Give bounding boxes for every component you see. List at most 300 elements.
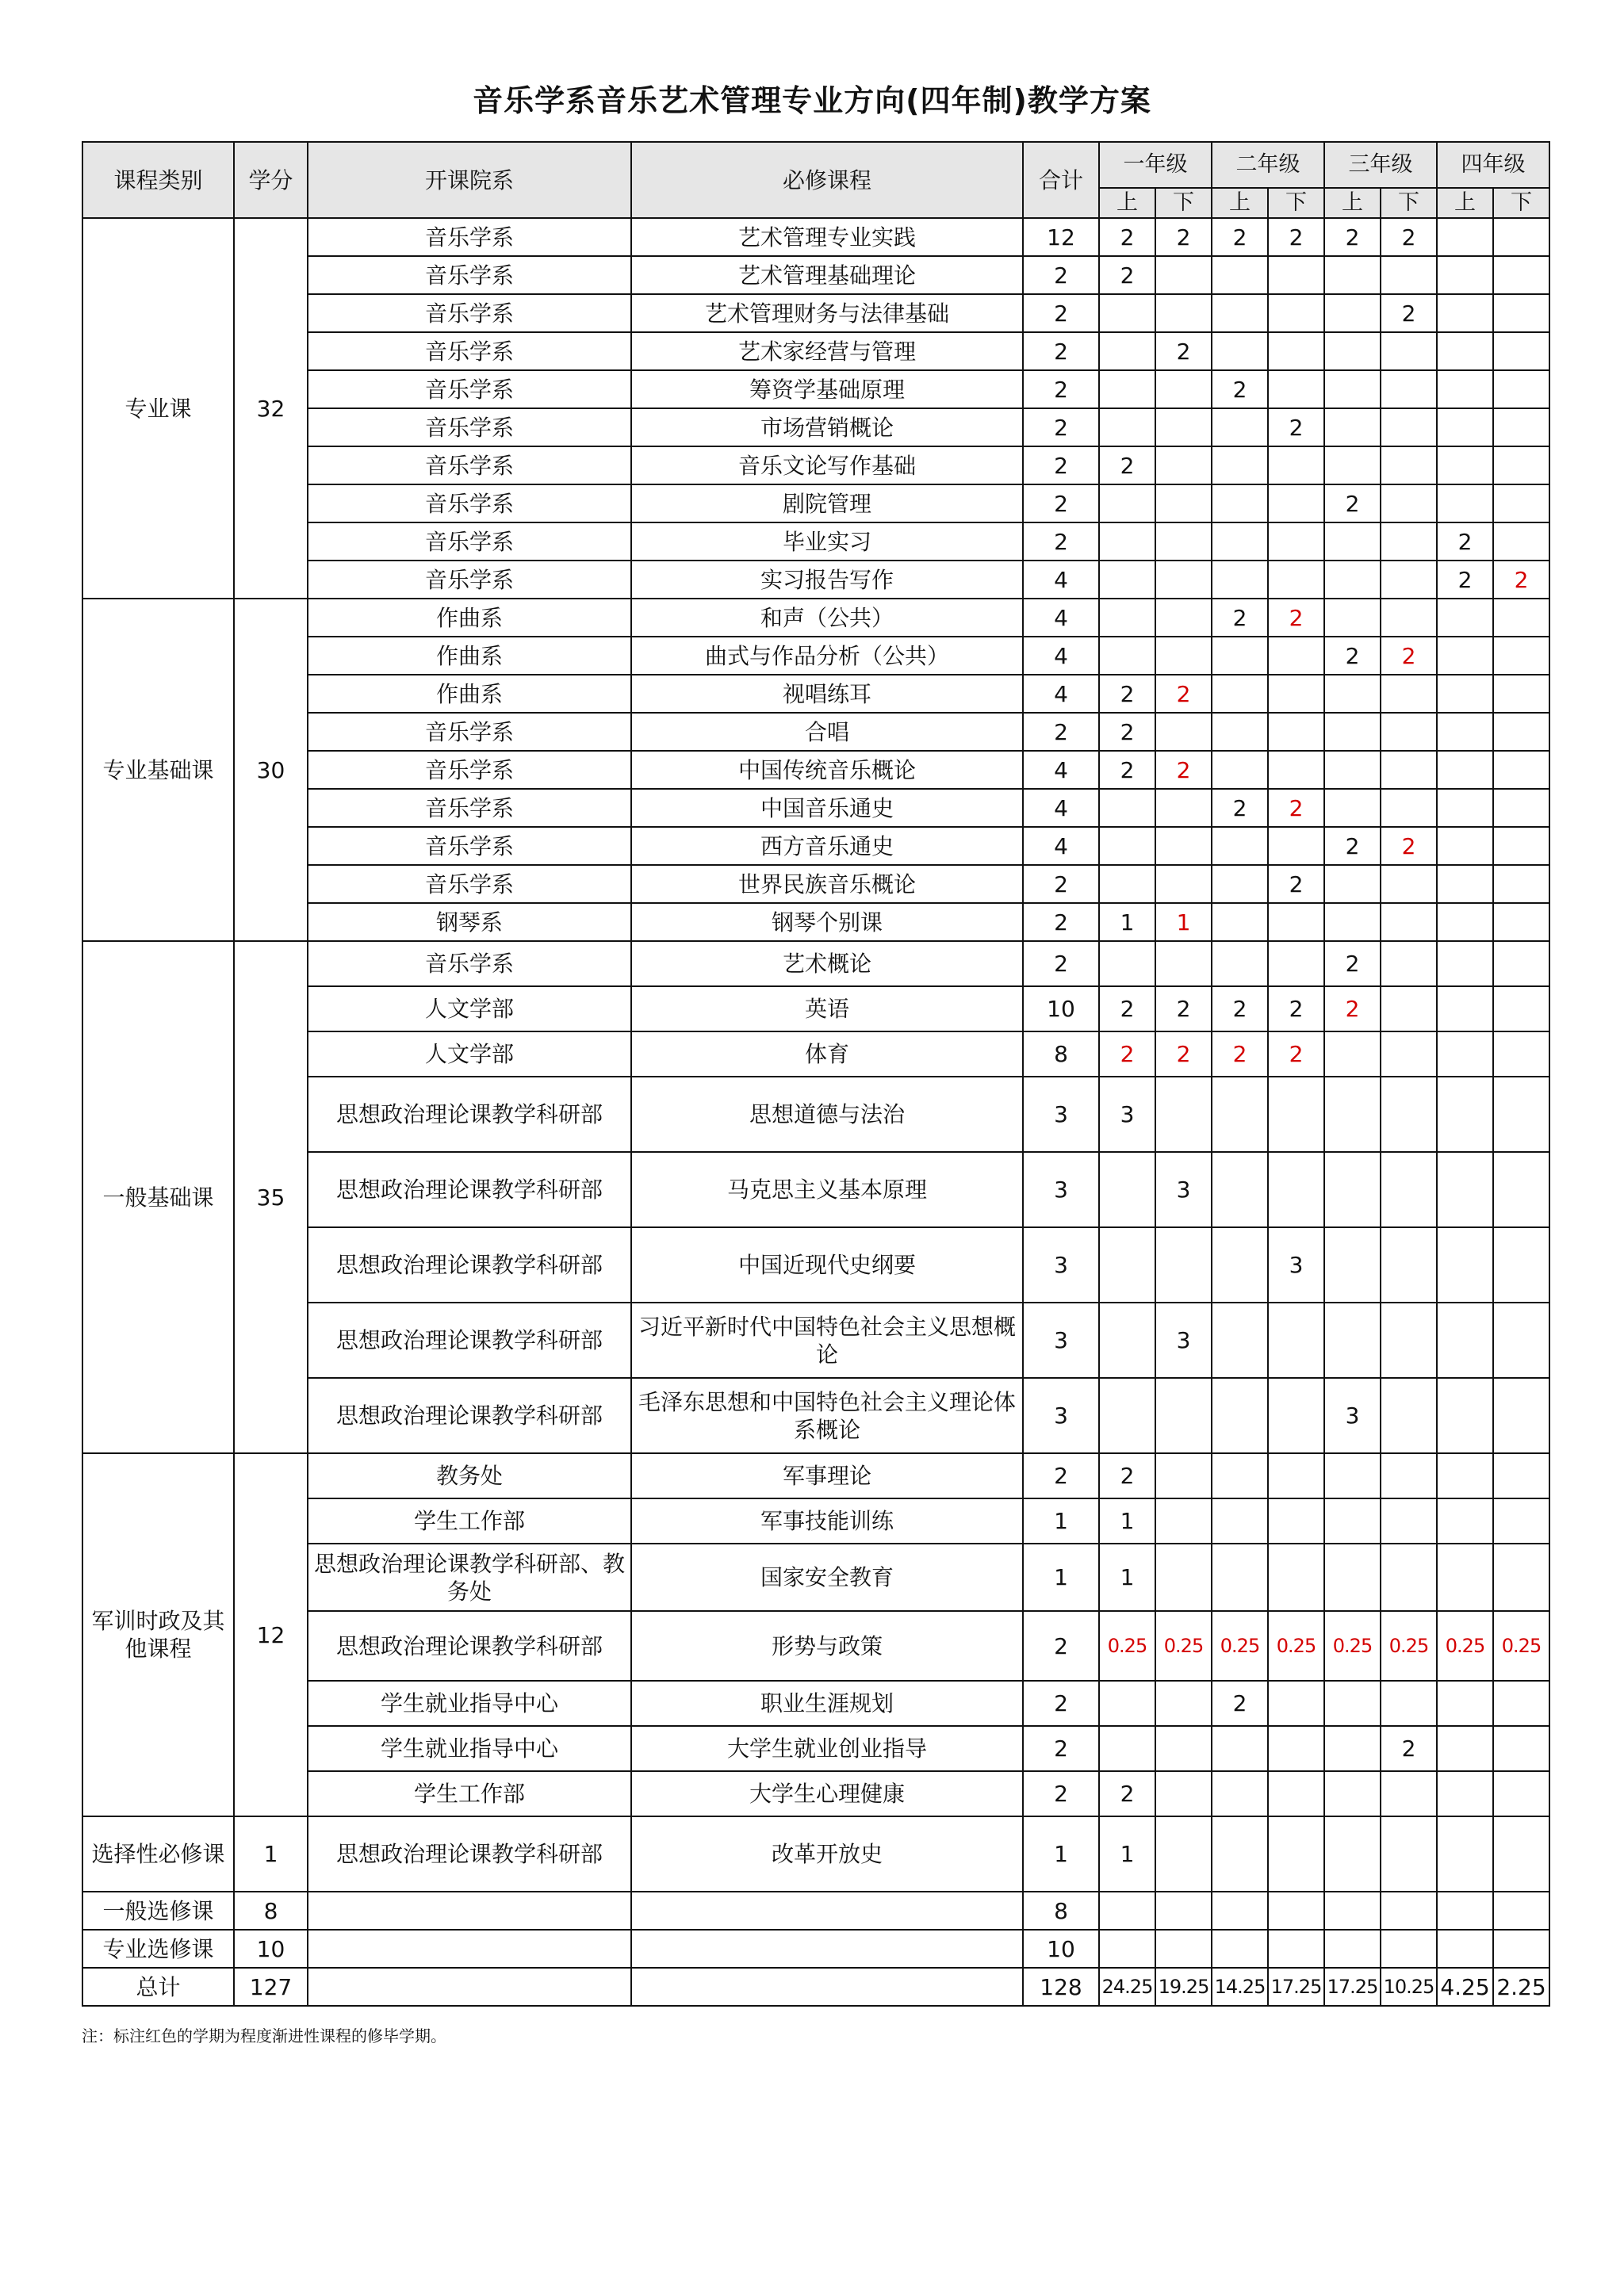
department-cell: 思想政治理论课教学科研部 [308,1611,631,1681]
term-cell [1099,332,1155,370]
term-cell: 0.25 [1493,1611,1549,1681]
course-cell: 合唱 [631,713,1023,751]
term-cell [1493,446,1549,484]
term-cell [1493,294,1549,332]
term-cell [1155,446,1212,484]
course-cell: 毛泽东思想和中国特色社会主义理论体系概论 [631,1378,1023,1453]
term-cell [1324,1031,1381,1077]
term-cell [1381,408,1437,446]
term-cell [1099,1930,1155,1968]
term-cell [1212,408,1268,446]
term-cell [1212,827,1268,865]
term-cell: 2 [1099,218,1155,256]
course-cell: 军事技能训练 [631,1498,1023,1544]
term-cell [1381,1498,1437,1544]
term-cell [1268,903,1324,941]
department-cell: 音乐学系 [308,294,631,332]
term-cell: 2 [1212,370,1268,408]
course-cell: 艺术概论 [631,941,1023,986]
term-cell [1437,1544,1493,1611]
term-cell [1437,218,1493,256]
term-cell: 2 [1268,986,1324,1031]
term-cell [1155,294,1212,332]
term-cell [1155,713,1212,751]
term-cell [1099,827,1155,865]
term-cell: 2 [1099,1031,1155,1077]
term-cell [1212,1771,1268,1816]
term-cell [1155,1498,1212,1544]
term-cell [1437,1378,1493,1453]
term-cell [1437,446,1493,484]
term-cell [1324,1453,1381,1498]
term-cell: 3 [1324,1378,1381,1453]
total-cell: 2 [1023,408,1099,446]
term-cell: 2 [1268,865,1324,903]
term-cell [1324,1726,1381,1771]
term-cell [1268,1544,1324,1611]
term-cell [1268,370,1324,408]
course-cell: 西方音乐通史 [631,827,1023,865]
course-cell: 钢琴个别课 [631,903,1023,941]
course-cell: 改革开放史 [631,1816,1023,1892]
term-cell [1493,1681,1549,1726]
department-cell: 学生工作部 [308,1771,631,1816]
term-cell [1324,446,1381,484]
term-cell [1437,713,1493,751]
total-cell: 1 [1023,1816,1099,1892]
course-cell: 毕业实习 [631,522,1023,561]
totals-term: 4.25 [1437,1968,1493,2006]
term-cell: 2 [1155,332,1212,370]
term-cell [1437,986,1493,1031]
term-cell [1437,1816,1493,1892]
term-cell: 0.25 [1437,1611,1493,1681]
term-cell [1268,1378,1324,1453]
term-cell [1437,1453,1493,1498]
term-cell [1493,370,1549,408]
term-cell [1381,522,1437,561]
term-cell: 2 [1212,1681,1268,1726]
totals-row [82,1968,1549,2006]
course-cell: 曲式与作品分析（公共） [631,637,1023,675]
term-cell [1268,294,1324,332]
term-cell [1493,789,1549,827]
term-cell [1493,1816,1549,1892]
term-cell [1268,1771,1324,1816]
term-cell [1437,1227,1493,1303]
course-cell: 实习报告写作 [631,561,1023,599]
term-cell [1099,941,1155,986]
term-cell [1437,256,1493,294]
term-cell [1268,827,1324,865]
term-cell [1324,751,1381,789]
term-cell: 1 [1155,903,1212,941]
term-cell: 3 [1268,1227,1324,1303]
term-cell: 1 [1099,1816,1155,1892]
term-cell [1381,1453,1437,1498]
category-cell: 专业基础课 [82,599,234,941]
course-row [82,599,1549,637]
total-cell: 2 [1023,294,1099,332]
total-cell: 2 [1023,941,1099,986]
term-cell [1381,1892,1437,1930]
term-cell [1381,332,1437,370]
term-cell [1324,370,1381,408]
department-cell: 音乐学系 [308,941,631,986]
term-cell [1381,903,1437,941]
term-cell [1324,1498,1381,1544]
term-cell: 2 [1155,1031,1212,1077]
term-cell: 2 [1212,599,1268,637]
term-cell [1212,941,1268,986]
term-cell: 2 [1155,751,1212,789]
term-cell [1381,1681,1437,1726]
term-cell [1268,1681,1324,1726]
term-cell [1268,1498,1324,1544]
term-cell [1437,941,1493,986]
term-cell [1437,1930,1493,1968]
header-term: 下 [1155,188,1212,218]
term-cell [1493,1077,1549,1152]
term-cell [1437,675,1493,713]
term-cell [1155,561,1212,599]
department-cell: 音乐学系 [308,751,631,789]
term-cell [1099,865,1155,903]
curriculum-body [82,218,1549,1968]
term-cell: 2 [1099,675,1155,713]
term-cell [1212,522,1268,561]
term-cell: 2 [1268,599,1324,637]
total-cell: 2 [1023,1611,1099,1681]
term-cell: 2 [1437,561,1493,599]
term-cell [1381,1544,1437,1611]
term-cell [1212,561,1268,599]
term-cell [1493,827,1549,865]
course-cell: 马克思主义基本原理 [631,1152,1023,1227]
term-cell: 2 [1268,789,1324,827]
term-cell [1155,941,1212,986]
term-cell [1155,1453,1212,1498]
term-cell [1155,1930,1212,1968]
term-cell [1324,789,1381,827]
category-cell: 军训时政及其他课程 [82,1453,234,1816]
footnote: 注：标注红色的学期为程度渐进性课程的修毕学期。 [82,2026,446,2045]
department-cell: 作曲系 [308,599,631,637]
course-cell: 筹资学基础原理 [631,370,1023,408]
term-cell [1155,1681,1212,1726]
term-cell [1212,637,1268,675]
term-cell [1324,332,1381,370]
term-cell [1268,256,1324,294]
term-cell [1212,1378,1268,1453]
term-cell [1493,1498,1549,1544]
department-cell: 音乐学系 [308,865,631,903]
term-cell [1381,865,1437,903]
total-cell: 10 [1023,986,1099,1031]
total-cell: 3 [1023,1227,1099,1303]
term-cell [1437,1892,1493,1930]
term-cell [1437,1031,1493,1077]
department-cell: 音乐学系 [308,408,631,446]
course-cell: 音乐文论写作基础 [631,446,1023,484]
term-cell: 0.25 [1155,1611,1212,1681]
course-cell: 大学生心理健康 [631,1771,1023,1816]
term-cell: 2 [1493,561,1549,599]
term-cell [1212,1726,1268,1771]
total-cell: 4 [1023,751,1099,789]
term-cell: 2 [1212,1031,1268,1077]
term-cell: 0.25 [1212,1611,1268,1681]
term-cell [1437,1771,1493,1816]
term-cell: 2 [1268,408,1324,446]
term-cell [1324,1077,1381,1152]
term-cell [1212,1544,1268,1611]
credits-cell: 8 [234,1892,308,1930]
total-cell: 4 [1023,599,1099,637]
term-cell: 0.25 [1268,1611,1324,1681]
total-cell: 4 [1023,561,1099,599]
credits-cell: 32 [234,218,308,599]
term-cell [1268,1892,1324,1930]
term-cell: 2 [1437,522,1493,561]
term-cell [1155,599,1212,637]
term-cell [1212,675,1268,713]
total-cell: 1 [1023,1498,1099,1544]
term-cell [1437,1726,1493,1771]
course-cell: 中国音乐通史 [631,789,1023,827]
term-cell [1324,561,1381,599]
term-cell [1155,256,1212,294]
term-cell [1381,599,1437,637]
term-cell: 2 [1324,637,1381,675]
course-cell: 艺术管理财务与法律基础 [631,294,1023,332]
total-cell: 8 [1023,1031,1099,1077]
header-year-4: 四年级 [1437,142,1549,188]
department-cell: 音乐学系 [308,789,631,827]
term-cell: 2 [1155,218,1212,256]
term-cell [1437,1681,1493,1726]
category-cell: 专业选修课 [82,1930,234,1968]
term-cell [1155,789,1212,827]
totals-term: 17.25 [1268,1968,1324,2006]
term-cell [1212,446,1268,484]
term-cell [1212,1077,1268,1152]
term-cell [1212,332,1268,370]
term-cell [1324,1816,1381,1892]
term-cell [1099,1227,1155,1303]
totals-total: 128 [1023,1968,1099,2006]
curriculum-table [82,141,1550,2007]
term-cell [1437,1498,1493,1544]
term-cell [1437,332,1493,370]
term-cell [1212,751,1268,789]
department-cell: 音乐学系 [308,370,631,408]
term-cell [1437,408,1493,446]
term-cell [1324,294,1381,332]
term-cell [1493,865,1549,903]
term-cell: 2 [1268,218,1324,256]
total-cell: 12 [1023,218,1099,256]
term-cell: 2 [1268,1031,1324,1077]
course-cell: 中国近现代史纲要 [631,1227,1023,1303]
total-cell: 2 [1023,1771,1099,1816]
term-cell [1324,1544,1381,1611]
term-cell [1381,1930,1437,1968]
term-cell [1493,599,1549,637]
department-cell: 思想政治理论课教学科研部 [308,1077,631,1152]
term-cell [1268,941,1324,986]
term-cell [1099,1152,1155,1227]
course-row [82,218,1549,256]
term-cell [1324,675,1381,713]
term-cell [1268,713,1324,751]
term-cell [1493,903,1549,941]
term-cell [1099,561,1155,599]
term-cell: 2 [1099,986,1155,1031]
term-cell [1493,675,1549,713]
term-cell [1155,1726,1212,1771]
totals-term: 2.25 [1493,1968,1549,2006]
course-cell: 艺术管理基础理论 [631,256,1023,294]
course-cell [631,1892,1023,1930]
header-term: 上 [1099,188,1155,218]
course-cell: 和声（公共） [631,599,1023,637]
term-cell [1493,1771,1549,1816]
term-cell [1493,408,1549,446]
term-cell [1268,1930,1324,1968]
department-cell: 音乐学系 [308,522,631,561]
term-cell [1381,751,1437,789]
term-cell [1437,751,1493,789]
term-cell [1493,1152,1549,1227]
term-cell [1437,637,1493,675]
header-year-2: 二年级 [1212,142,1324,188]
term-cell [1212,484,1268,522]
term-cell: 2 [1324,484,1381,522]
term-cell: 2 [1099,1453,1155,1498]
term-cell: 2 [1324,827,1381,865]
term-cell [1381,1227,1437,1303]
term-cell [1268,1303,1324,1378]
department-cell: 学生就业指导中心 [308,1726,631,1771]
term-cell [1324,522,1381,561]
header-term: 下 [1381,188,1437,218]
term-cell [1212,713,1268,751]
term-cell: 2 [1099,446,1155,484]
department-cell: 音乐学系 [308,256,631,294]
term-cell [1437,1303,1493,1378]
credits-cell: 1 [234,1816,308,1892]
header-course: 必修课程 [631,142,1023,218]
term-cell [1268,561,1324,599]
total-cell: 2 [1023,713,1099,751]
course-cell: 思想道德与法治 [631,1077,1023,1152]
term-cell [1493,637,1549,675]
term-cell [1099,789,1155,827]
course-cell: 职业生涯规划 [631,1681,1023,1726]
department-cell: 音乐学系 [308,827,631,865]
totals-credits: 127 [234,1968,308,2006]
term-cell [1099,294,1155,332]
term-cell [1437,294,1493,332]
term-cell [1493,941,1549,986]
department-cell: 学生就业指导中心 [308,1681,631,1726]
total-cell: 4 [1023,789,1099,827]
term-cell [1437,903,1493,941]
term-cell [1381,1303,1437,1378]
credits-cell: 12 [234,1453,308,1816]
term-cell: 3 [1155,1152,1212,1227]
department-cell: 思想政治理论课教学科研部 [308,1816,631,1892]
term-cell: 2 [1155,675,1212,713]
total-cell: 2 [1023,1453,1099,1498]
term-cell [1268,484,1324,522]
department-cell: 思想政治理论课教学科研部 [308,1378,631,1453]
empty-cell [631,1968,1023,2006]
empty-cell [308,1968,631,2006]
term-cell [1324,408,1381,446]
term-cell [1155,1771,1212,1816]
term-cell [1212,256,1268,294]
term-cell [1381,1378,1437,1453]
term-cell [1437,1152,1493,1227]
term-cell [1381,256,1437,294]
term-cell [1324,1227,1381,1303]
term-cell [1437,789,1493,827]
term-cell [1381,1816,1437,1892]
category-cell: 选择性必修课 [82,1816,234,1892]
course-cell: 视唱练耳 [631,675,1023,713]
total-cell: 3 [1023,1378,1099,1453]
term-cell [1268,446,1324,484]
term-cell [1212,1498,1268,1544]
total-cell: 4 [1023,827,1099,865]
term-cell [1493,484,1549,522]
term-cell [1212,1892,1268,1930]
course-row [82,941,1549,986]
department-cell: 人文学部 [308,986,631,1031]
term-cell [1381,675,1437,713]
term-cell [1437,827,1493,865]
total-cell: 3 [1023,1077,1099,1152]
term-cell [1268,522,1324,561]
term-cell [1324,1152,1381,1227]
term-cell [1493,713,1549,751]
total-cell: 10 [1023,1930,1099,1968]
course-row [82,1816,1549,1892]
term-cell [1155,1227,1212,1303]
term-cell [1099,408,1155,446]
term-cell [1268,675,1324,713]
total-cell: 2 [1023,903,1099,941]
term-cell: 1 [1099,1544,1155,1611]
term-cell [1493,1930,1549,1968]
course-row [82,1892,1549,1930]
term-cell: 2 [1099,713,1155,751]
term-cell [1381,941,1437,986]
term-cell [1212,1303,1268,1378]
header-term: 上 [1212,188,1268,218]
course-cell: 中国传统音乐概论 [631,751,1023,789]
course-cell: 习近平新时代中国特色社会主义思想概论 [631,1303,1023,1378]
term-cell [1437,1077,1493,1152]
term-cell [1493,256,1549,294]
header-term: 下 [1493,188,1549,218]
term-cell [1099,599,1155,637]
term-cell [1212,1152,1268,1227]
term-cell [1381,1152,1437,1227]
term-cell: 2 [1381,218,1437,256]
